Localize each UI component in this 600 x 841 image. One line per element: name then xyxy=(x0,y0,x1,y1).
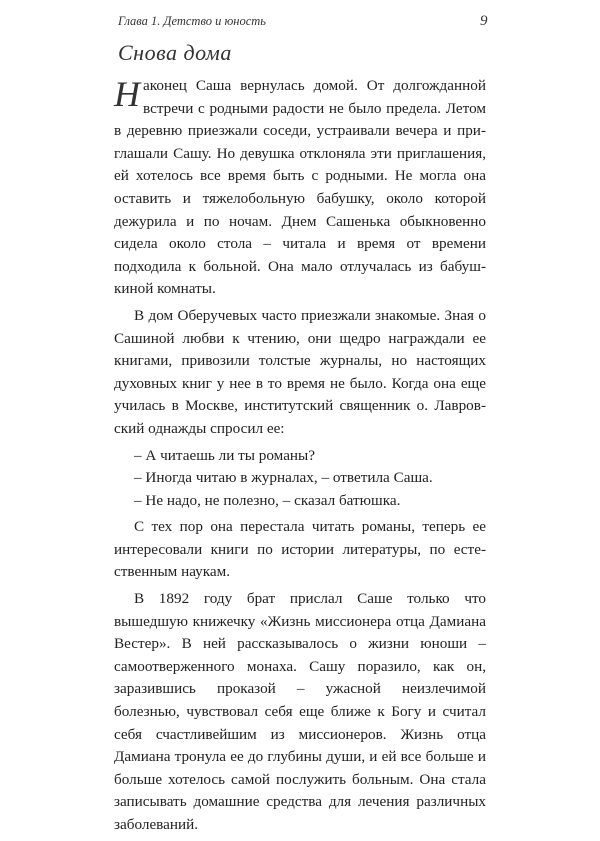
paragraph-1 xyxy=(114,75,486,301)
body-text xyxy=(114,75,486,841)
paragraph-2: В дом Оберучевых часто приезжали знакомые. Зная о Сашиной любви к чтению, они щедро награждали ее книгами, привозили толстые журналы, но настоящих духовных книг у нее в то время не было. Когда она еще училась в Москве, институтский священник о. Лавровский однажды спросил ее: xyxy=(114,306,486,437)
paragraph-3: С тех пор она перестала читать романы, теперь ее интересовали книги по истории литературы, по естественным наукам. xyxy=(114,518,486,581)
dialog-line-2: – Иногда читаю в журналах, – ответила Саша. xyxy=(134,469,433,487)
dialog-line-3: – Не надо, не полезно, – сказал батюшка. xyxy=(134,491,401,509)
drop-cap: Н xyxy=(114,74,140,114)
running-head: Глава 1. Детство и юность xyxy=(118,14,266,28)
dialog-line-1: – А читаешь ли ты романы? xyxy=(134,446,316,464)
paragraph-4: В 1892 году брат прислал Саше только что вышедшую книжечку «Жизнь миссионера отца Дамиана Вестер». В ней рассказывалось о жизни юноши – самоотверженного монаха. Сашу поразило, как он, заразившись проказой – ужасной неизлечимой болезнью, чувствовал себя еще ближе к Богу и считал себя счастливейшим из миссионеров. Жизнь отца Дамиана тронула ее до глубины души, и ей все больше и больше хотелось самой послужить больным. Она стала записывать домашние средства для лечения различных заболеваний. xyxy=(114,590,486,833)
page-number: 9 xyxy=(480,13,488,29)
paragraph-1-text: аконец Саша вернулась домой. От долгожданной встречи с родными радости не было предела. Летом в деревню приезжали соседи, устраивали вечера и приглашали Сашу. Но девушка отклоняла эти приглашения, ей хотелось все время быть с родными. Не могла она оставить и тяжелобольную бабушку, около которой дежурила и по ночам. Днем Сашенька обыкновенно сидела около стола – читала и время от времени подходила к больной. Она мало отлучалась из бабушкиной комнаты. xyxy=(114,77,486,298)
section-title: Снова дома xyxy=(118,40,232,65)
